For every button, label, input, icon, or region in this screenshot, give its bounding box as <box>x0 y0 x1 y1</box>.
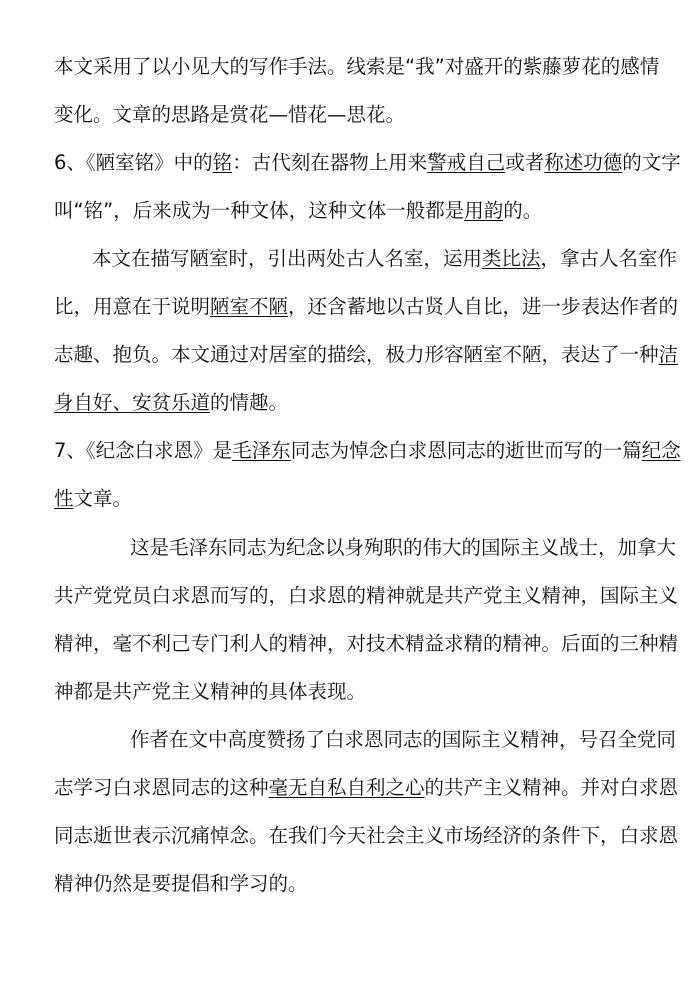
text-line <box>54 484 646 514</box>
text-line <box>130 533 677 563</box>
text-line <box>54 677 646 707</box>
underlined-term: 洁 <box>658 343 679 366</box>
text-run: 的。 <box>503 199 543 222</box>
text-run: 共产党党员白求恩而写的，白求恩的精神就是共产党主义精神，国际主义 <box>54 584 679 607</box>
text-line <box>54 773 679 803</box>
text-run: 变化。文章的思路是赏花—惜花—思花。 <box>54 103 406 126</box>
underlined-term: 类比法 <box>482 247 541 270</box>
text-run: 同志逝世表示沉痛悼念。在我们今天社会主义市场经济的条件下，白求恩 <box>54 824 679 847</box>
text-run: 的共产主义精神。并对白求恩 <box>424 776 679 799</box>
text-line <box>54 292 679 322</box>
text-run: ，还含蓄地以古贤人自比，进一步表达作者的 <box>288 295 679 318</box>
text-run: 叫“铭”，后来成为一种文体，这种文体一般都是 <box>54 199 465 222</box>
text-run: 或者 <box>505 151 545 174</box>
text-run: 志学习白求恩同志的这种 <box>54 776 269 799</box>
text-run: 精神仍然是要提倡和学习的。 <box>54 872 308 895</box>
underlined-term: 纪念 <box>641 439 681 462</box>
text-run: 的情趣。 <box>210 391 289 414</box>
underlined-term: 毫无自私自利之心 <box>268 776 425 799</box>
text-line <box>54 869 646 899</box>
text-line <box>54 581 679 611</box>
text-line <box>54 340 679 370</box>
underlined-term: 身自好、安贫乐道 <box>54 391 211 414</box>
underlined-term: 称述功德 <box>544 151 623 174</box>
text-run: 同志为悼念白求恩同志的逝世而写的一篇 <box>290 439 642 462</box>
text-run: 这是毛泽东同志为纪念以身殉职的伟大的国际主义战士，加拿大 <box>130 536 677 559</box>
text-run: 7、《纪念白求恩》是 <box>54 439 233 462</box>
underlined-term: 用韵 <box>464 199 504 222</box>
underlined-term: 警戒自己 <box>427 151 506 174</box>
text-line <box>130 725 677 755</box>
text-run: ：古代刻在器物上用来 <box>232 151 428 174</box>
text-run: 的文字 <box>622 151 681 174</box>
text-run: 精神，毫不利己专门利人的精神，对技术精益求精的精神。后面的三种精 <box>54 632 679 655</box>
text-run: 神都是共产党主义精神的具体表现。 <box>54 680 367 703</box>
text-line <box>54 629 679 659</box>
text-run: 6、《陋室铭》中的 <box>54 151 213 174</box>
text-run: ，拿古人名室作 <box>540 247 678 270</box>
text-run: 本文在描写陋室时，引出两处古人名室，运用 <box>92 247 483 270</box>
text-run: 文章。 <box>73 487 133 510</box>
text-line <box>92 244 678 274</box>
underlined-term: 毛泽东 <box>232 439 291 462</box>
text-line <box>54 196 646 226</box>
underlined-term: 性 <box>54 487 74 510</box>
text-run: 比，用意在于说明 <box>54 295 211 318</box>
text-line <box>54 100 646 130</box>
text-run: 志趣、抱负。本文通过对居室的描绘，极力形容陋室不陋，表达了一种 <box>54 343 659 366</box>
underlined-term: 铭 <box>212 151 233 174</box>
text-run: 本文采用了以小见大的写作手法。线索是“我”对盛开的紫藤萝花的感情 <box>54 55 660 78</box>
text-run: 作者在文中高度赞扬了白求恩同志的国际主义精神，号召全党同 <box>130 728 677 751</box>
section-7-heading-line <box>54 436 681 466</box>
section-6-heading-line <box>54 148 681 178</box>
text-line <box>54 388 646 418</box>
underlined-term: 陋室不陋 <box>210 295 289 318</box>
text-line <box>54 821 679 851</box>
text-line <box>54 52 660 82</box>
